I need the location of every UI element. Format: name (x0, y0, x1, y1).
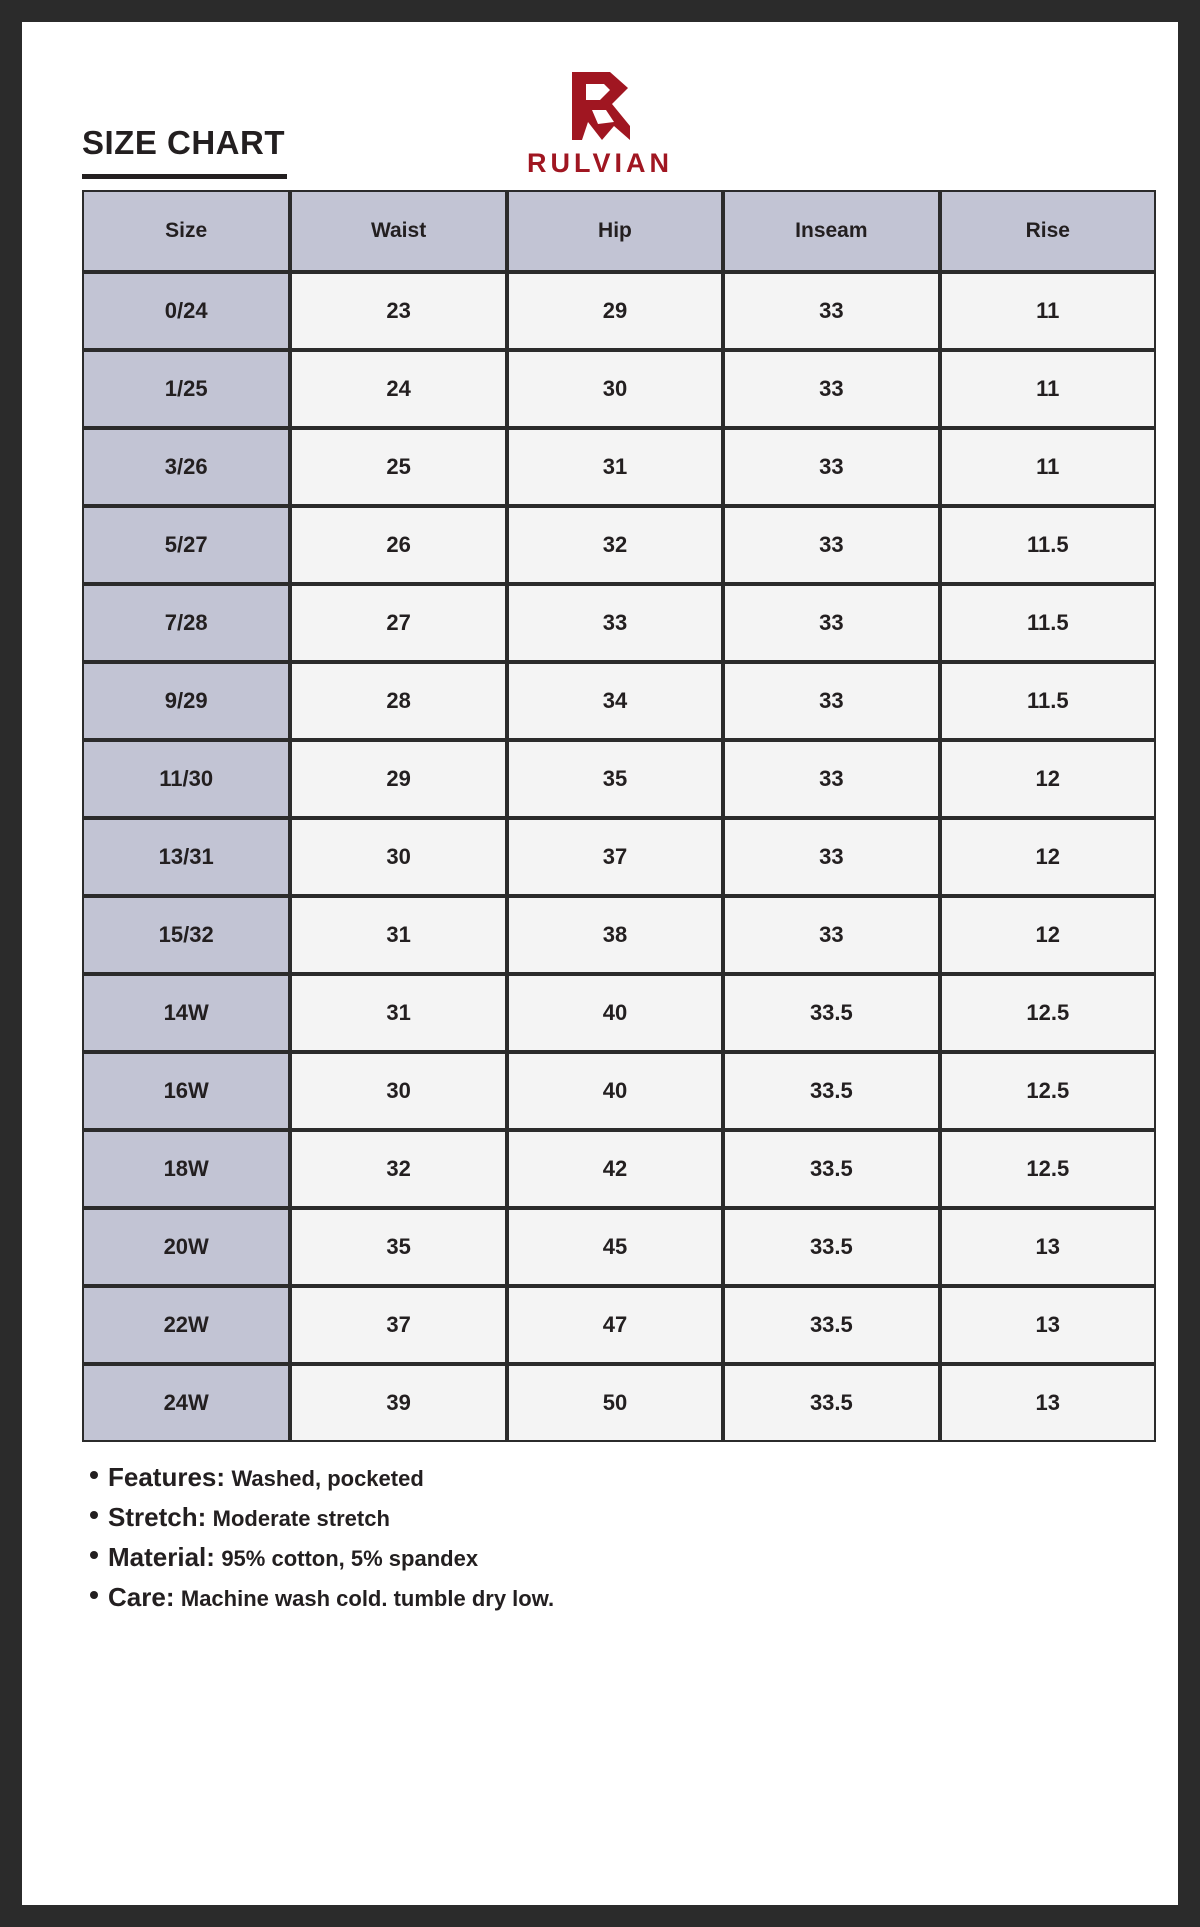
column-header-size: Size (82, 190, 290, 272)
detail-label-stretch: Stretch: (108, 1502, 207, 1533)
table-row (82, 974, 1156, 1052)
cell-inseam: 33 (723, 662, 939, 740)
detail-value-stretch: Moderate stretch (212, 1506, 390, 1532)
cell-size: 7/28 (82, 584, 290, 662)
cell-hip: 42 (507, 1130, 723, 1208)
cell-rise: 11 (940, 428, 1156, 506)
brand-name: RULVIAN (527, 148, 673, 178)
cell-hip: 40 (507, 1052, 723, 1130)
list-item (108, 1580, 1138, 1615)
cell-size: 22W (82, 1286, 290, 1364)
table-row (82, 1052, 1156, 1130)
cell-waist: 32 (290, 1130, 506, 1208)
cell-rise: 12 (940, 818, 1156, 896)
cell-size: 14W (82, 974, 290, 1052)
cell-size: 18W (82, 1130, 290, 1208)
table-row (82, 272, 1156, 350)
product-details-list (62, 1460, 1138, 1615)
list-item (108, 1500, 1138, 1535)
cell-waist: 25 (290, 428, 506, 506)
cell-rise: 11.5 (940, 506, 1156, 584)
column-header-rise: Rise (940, 190, 1156, 272)
cell-inseam: 33.5 (723, 1052, 939, 1130)
cell-hip: 38 (507, 896, 723, 974)
table-row (82, 1286, 1156, 1364)
cell-size: 11/30 (82, 740, 290, 818)
cell-hip: 34 (507, 662, 723, 740)
cell-inseam: 33 (723, 740, 939, 818)
cell-hip: 29 (507, 272, 723, 350)
cell-hip: 32 (507, 506, 723, 584)
cell-waist: 37 (290, 1286, 506, 1364)
cell-rise: 13 (940, 1364, 1156, 1442)
table-row (82, 1364, 1156, 1442)
cell-inseam: 33 (723, 428, 939, 506)
cell-rise: 13 (940, 1286, 1156, 1364)
cell-size: 9/29 (82, 662, 290, 740)
cell-size: 1/25 (82, 350, 290, 428)
cell-hip: 31 (507, 428, 723, 506)
cell-size: 16W (82, 1052, 290, 1130)
table-row (82, 1130, 1156, 1208)
table-row (82, 662, 1156, 740)
detail-value-care: Machine wash cold. tumble dry low. (180, 1586, 555, 1612)
table-row (82, 584, 1156, 662)
detail-label-care: Care: (108, 1582, 175, 1613)
table-header-row (82, 190, 1156, 272)
cell-waist: 28 (290, 662, 506, 740)
cell-inseam: 33.5 (723, 1130, 939, 1208)
cell-waist: 35 (290, 1208, 506, 1286)
cell-rise: 13 (940, 1208, 1156, 1286)
cell-hip: 37 (507, 818, 723, 896)
cell-hip: 45 (507, 1208, 723, 1286)
cell-waist: 30 (290, 1052, 506, 1130)
cell-hip: 50 (507, 1364, 723, 1442)
cell-inseam: 33 (723, 818, 939, 896)
cell-rise: 12.5 (940, 974, 1156, 1052)
table-row (82, 818, 1156, 896)
cell-waist: 23 (290, 272, 506, 350)
cell-rise: 11.5 (940, 662, 1156, 740)
cell-size: 20W (82, 1208, 290, 1286)
cell-waist: 39 (290, 1364, 506, 1442)
table-row (82, 1208, 1156, 1286)
detail-label-material: Material: (108, 1542, 215, 1573)
page-content (62, 52, 1138, 1875)
list-item (108, 1540, 1138, 1575)
table-row (82, 896, 1156, 974)
rulvian-monogram-icon (552, 66, 648, 146)
cell-size: 0/24 (82, 272, 290, 350)
cell-inseam: 33.5 (723, 1364, 939, 1442)
detail-value-material: 95% cotton, 5% spandex (221, 1546, 479, 1572)
column-header-inseam: Inseam (723, 190, 939, 272)
cell-waist: 30 (290, 818, 506, 896)
column-header-hip: Hip (507, 190, 723, 272)
column-header-waist: Waist (290, 190, 506, 272)
cell-size: 3/26 (82, 428, 290, 506)
cell-waist: 24 (290, 350, 506, 428)
size-table-container (62, 190, 1138, 1442)
brand-block (62, 66, 1138, 179)
cell-hip: 47 (507, 1286, 723, 1364)
cell-hip: 33 (507, 584, 723, 662)
cell-rise: 12 (940, 740, 1156, 818)
cell-rise: 11.5 (940, 584, 1156, 662)
cell-inseam: 33 (723, 584, 939, 662)
cell-rise: 12.5 (940, 1052, 1156, 1130)
cell-hip: 35 (507, 740, 723, 818)
page-title: SIZE CHART (82, 124, 285, 161)
cell-waist: 26 (290, 506, 506, 584)
cell-inseam: 33.5 (723, 974, 939, 1052)
cell-inseam: 33.5 (723, 1208, 939, 1286)
cell-rise: 12 (940, 896, 1156, 974)
cell-waist: 27 (290, 584, 506, 662)
table-row (82, 350, 1156, 428)
detail-value-features: Washed, pocketed (231, 1466, 424, 1491)
table-row (82, 428, 1156, 506)
cell-size: 13/31 (82, 818, 290, 896)
document-header (62, 52, 1138, 182)
cell-hip: 30 (507, 350, 723, 428)
size-chart-table (82, 190, 1156, 1442)
detail-label-features: Features: (108, 1462, 226, 1492)
cell-waist: 29 (290, 740, 506, 818)
cell-inseam: 33 (723, 350, 939, 428)
cell-rise: 11 (940, 272, 1156, 350)
cell-inseam: 33 (723, 896, 939, 974)
table-row (82, 740, 1156, 818)
cell-waist: 31 (290, 974, 506, 1052)
cell-hip: 40 (507, 974, 723, 1052)
cell-size: 15/32 (82, 896, 290, 974)
list-item (108, 1460, 1138, 1495)
cell-inseam: 33 (723, 272, 939, 350)
cell-size: 24W (82, 1364, 290, 1442)
cell-inseam: 33 (723, 506, 939, 584)
cell-rise: 11 (940, 350, 1156, 428)
table-row (82, 506, 1156, 584)
cell-inseam: 33.5 (723, 1286, 939, 1364)
cell-size: 5/27 (82, 506, 290, 584)
cell-waist: 31 (290, 896, 506, 974)
cell-rise: 12.5 (940, 1130, 1156, 1208)
